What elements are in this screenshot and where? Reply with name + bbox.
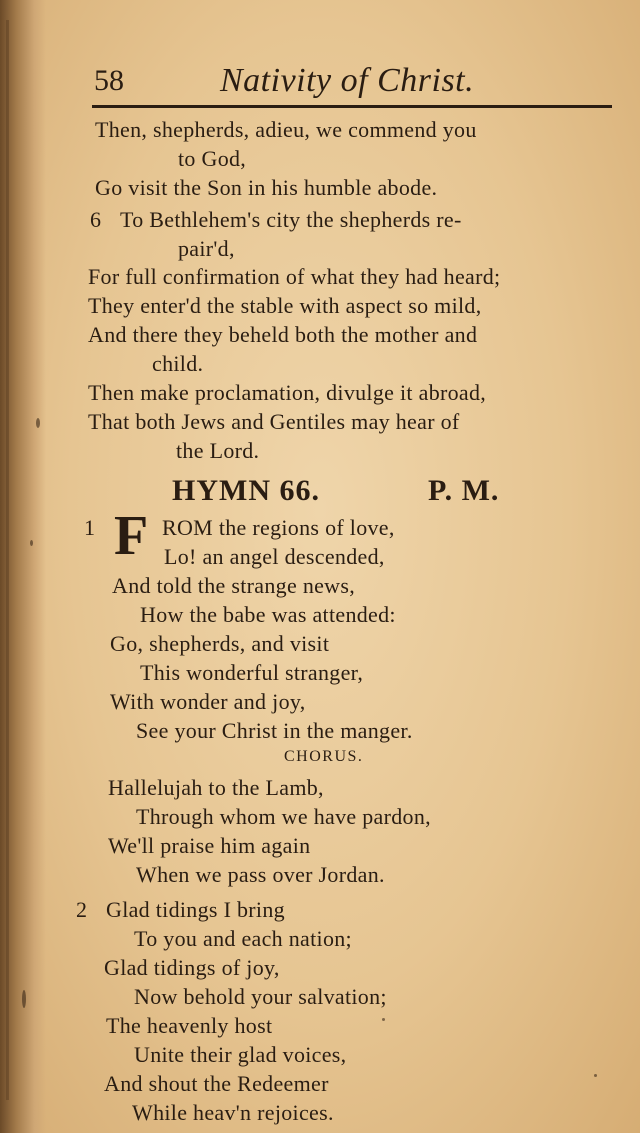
stanza-number: 1 [84, 515, 95, 540]
verse-line: They enter'd the stable with aspect so mild, [88, 293, 482, 318]
verse-line: Glad tidings of joy, [104, 955, 280, 980]
verse-line: We'll praise him again [108, 833, 311, 858]
verse-line: And told the strange news, [112, 573, 356, 598]
paper-speck [30, 540, 33, 546]
binding-edge [6, 20, 9, 1100]
paper-speck [22, 990, 26, 1008]
page-number: 58 [94, 64, 124, 97]
verse-line: See your Christ in the manger. [136, 718, 413, 743]
verse-line: Then make proclamation, divulge it abroad, [88, 380, 487, 405]
verse-line: child. [152, 351, 204, 376]
verse-line: With wonder and joy, [110, 689, 306, 714]
drop-cap: F [114, 505, 149, 567]
verse-line: This wonderful stranger, [140, 660, 364, 685]
chorus-label: CHORUS. [284, 748, 364, 765]
paper-speck [382, 1018, 385, 1021]
page-header [90, 62, 615, 106]
verse-line: Hallelujah to the Lamb, [108, 775, 324, 800]
verse-line: And there they beheld both the mother and [88, 322, 478, 347]
running-title: Nativity of Christ. [220, 62, 475, 99]
paper-speck [594, 1074, 597, 1077]
verse-line: That both Jews and Gentiles may hear of [88, 409, 460, 434]
header-rule [92, 105, 612, 108]
hymn-title: HYMN 66. [172, 474, 320, 507]
verse-line: Now behold your salvation; [134, 984, 387, 1009]
verse-line: How the babe was attended: [140, 602, 396, 627]
verse-line: When we pass over Jordan. [136, 862, 385, 887]
verse-line: the Lord. [176, 438, 260, 463]
verse-line: To Bethlehem's city the shepherds re- [120, 207, 462, 232]
verse-line: Through whom we have pardon, [136, 804, 431, 829]
verse-line: For full confirmation of what they had heard; [88, 264, 501, 289]
verse-line: And shout the Redeemer [104, 1071, 329, 1096]
verse-line: While heav'n rejoices. [132, 1100, 334, 1125]
hymn-meter: P. M. [428, 474, 500, 507]
verse-line: Then, shepherds, adieu, we commend you [95, 117, 477, 142]
verse-line: Glad tidings I bring [106, 897, 285, 922]
verse-line: to God, [178, 146, 247, 171]
verse-line: Lo! an angel descended, [164, 544, 385, 569]
paper-speck [36, 418, 40, 428]
verse-line: Go, shepherds, and visit [110, 631, 330, 656]
stanza-number: 6 [90, 207, 101, 232]
verse-line: ROM the regions of love, [162, 515, 395, 540]
verse-line: Unite their glad voices, [134, 1042, 347, 1067]
stanza-number: 2 [76, 897, 87, 922]
verse-line: To you and each nation; [134, 926, 352, 951]
verse-line: The heavenly host [106, 1013, 273, 1038]
verse-line: Go visit the Son in his humble abode. [95, 175, 438, 200]
verse-line: pair'd, [178, 236, 235, 261]
